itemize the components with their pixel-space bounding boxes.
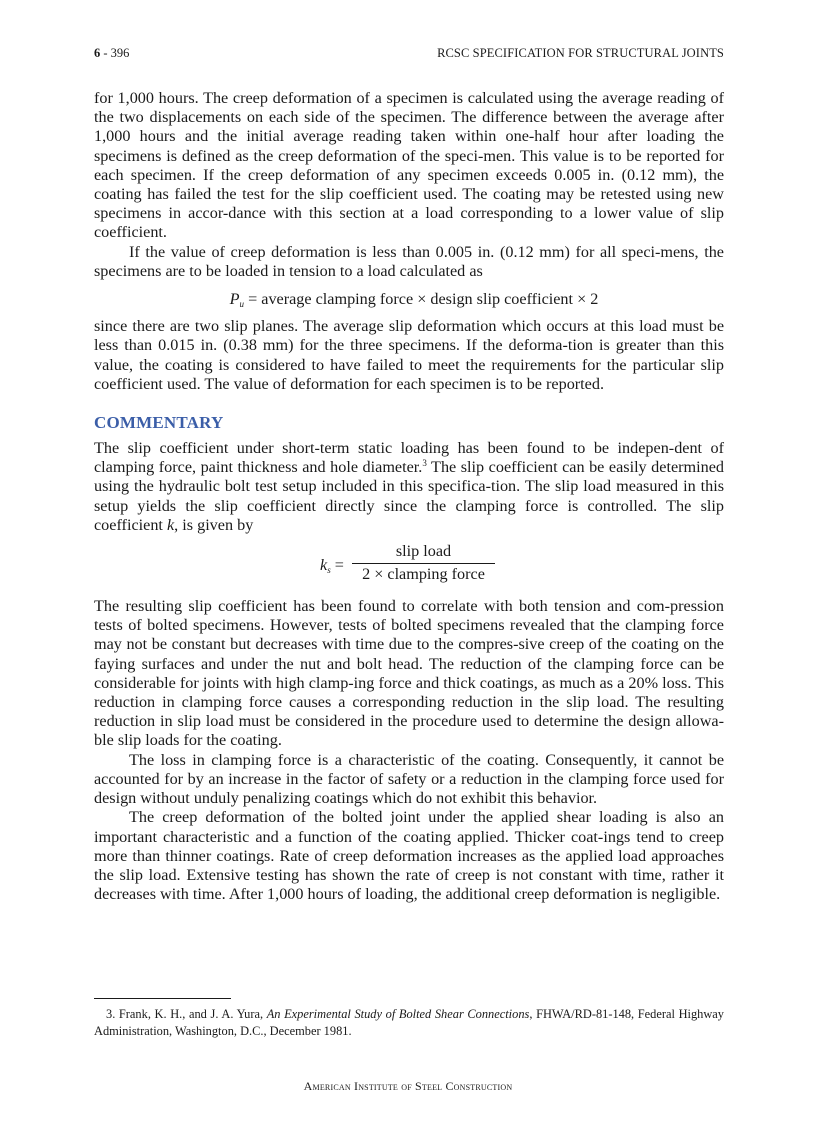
- equation-k-symbol: k: [320, 556, 328, 575]
- page-content: [94, 89, 724, 904]
- body-paragraph-3: since there are two slip planes. The average slip deformation which occurs at this load must be less than 0.015 in. (0.38 mm) for the three specimens. If the deforma-tion is greater than this value, the coating is considered to have failed to meet the requirements for the particular slip coefficient used. The value of deformation for each specimen is to be reported.: [94, 317, 724, 393]
- fraction: [352, 542, 495, 584]
- equation-slip-coefficient: [94, 539, 724, 595]
- commentary-symbol-k: k: [166, 515, 175, 534]
- footnote-prefix: 3. Frank, K. H., and J. A. Yura,: [106, 1007, 267, 1021]
- footnote-suffix: , FHWA/RD-81-148, Federal Highway Administration, Washington, D.C., December 1981.: [94, 1007, 724, 1038]
- running-title: RCSC SPECIFICATION FOR STRUCTURAL JOINTS: [437, 46, 724, 60]
- fraction-numerator: slip load: [352, 542, 495, 564]
- fraction-denominator: 2 × clamping force: [362, 565, 485, 584]
- footer-publisher: American Institute of Steel Construction: [303, 1079, 513, 1093]
- page-number: [94, 44, 129, 62]
- footnote-divider: [94, 998, 231, 999]
- equation-equals: =: [330, 556, 344, 575]
- equation-rhs: = average clamping force × design slip coefficient × 2: [244, 290, 599, 309]
- equation-lhs-symbol: P: [229, 290, 240, 309]
- equation-lhs: [320, 556, 344, 575]
- equation-ultimate-load: [94, 290, 724, 309]
- page-footer: [0, 1079, 816, 1094]
- footnote-title: An Experimental Study of Bolted Shear Connections: [266, 1007, 530, 1021]
- commentary-paragraph-1: [94, 439, 724, 535]
- commentary-paragraph-4: The creep deformation of the bolted joint under the applied shear loading is also an important characteristic and a function of the coating applied. Thicker coat-ings tend to creep more than thinner coatings. Rate of creep deformation increases as the applied load approaches the slip load. Extensive testing has shown the rate of creep is not constant with time, rather it decreases with time. After 1,000 hours of loading, the additional creep deformation is negligible.: [94, 808, 724, 904]
- section-heading-commentary: COMMENTARY: [94, 413, 224, 433]
- equation-lhs-subscript: u: [239, 299, 245, 310]
- body-paragraph-1: for 1,000 hours. The creep deformation of a specimen is calculated using the average reading of the two displacements on each side of the specimen. The difference between the average after 1,000 hours and the initial average reading taken within one-half hour after loading the specimens is defined as the creep deformation of the speci-men. This value is to be reported for each specimen. If the creep deformation of any specimen exceeds 0.005 in. (0.12 mm), the coating has failed the test for the slip coefficient used. The coating may be retested using new specimens in accor-dance with this section at a load corresponding to a lower value of slip coefficient.: [94, 89, 724, 242]
- page-number-value: - 396: [100, 46, 130, 60]
- footnote: [94, 1006, 724, 1040]
- commentary-text-c: , is given by: [174, 515, 254, 534]
- commentary-paragraph-3: The loss in clamping force is a characteristic of the coating. Consequently, it cannot be accounted for by an increase in the factor of safety or a reduction in the clamping force used for design without unduly penalizing coatings which do not exhibit this behavior.: [94, 750, 724, 808]
- footnote-reference: 3: [422, 458, 427, 469]
- page-number-prefix: 6: [94, 46, 101, 60]
- commentary-text-b: The slip coefficient can be easily determined using the hydraulic bolt test setup included in this specifica-tion. The slip load measured in this setup yields the slip coefficient directly since the clamping force is controlled. The slip coefficient: [94, 458, 724, 534]
- commentary-text-a: The slip coefficient under short-term static loading has been found to be indepen-dent of clamping force, paint thickness and hole diameter.: [94, 439, 724, 477]
- body-paragraph-2: If the value of creep deformation is less than 0.005 in. (0.12 mm) for all speci-mens, the specimens are to be loaded in tension to a load calculated as: [94, 242, 724, 280]
- page-header: [94, 44, 724, 62]
- equation-k-subscript: s: [327, 565, 331, 576]
- commentary-paragraph-2: The resulting slip coefficient has been found to correlate with both tension and com-pression tests of bolted specimens. However, tests of bolted specimens revealed that the clamping force may not be constant but decreases with time due to the compres-sive creep of the coating on the faying surfaces and under the nut and bolt head. The reduction of the clamping force can be considerable for joints with high clamp-ing force and thick coatings, as much as a 20% loss. This reduction in clamping force causes a corresponding reduction in the slip load. The resulting reduction in slip load must be considered in the procedure used to determine the design allowa-ble slip loads for the coating.: [94, 597, 724, 750]
- footnote-text: [94, 1006, 724, 1040]
